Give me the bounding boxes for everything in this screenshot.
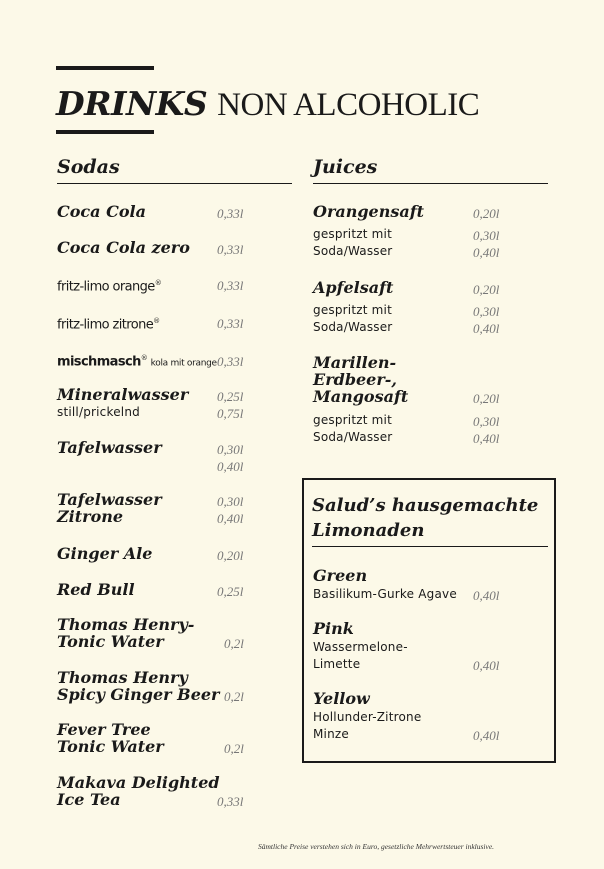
juice-name: Marillen- bbox=[313, 353, 397, 372]
juice-sub: Soda/Wasser bbox=[313, 244, 393, 258]
juices-heading: Juices bbox=[313, 156, 378, 178]
soda-price: 0,30l bbox=[217, 442, 244, 457]
soda-brand: fritz-limo zitrone® bbox=[57, 317, 160, 333]
soda-price: 0,25l bbox=[217, 584, 244, 599]
footer-note: Sämtliche Preise verstehen sich in Euro, gesetzliche Mehrwertsteuer inklusive. bbox=[258, 842, 495, 851]
juice-sub: Soda/Wasser bbox=[313, 430, 393, 444]
soda-name: Zitrone bbox=[57, 507, 124, 526]
limo-desc: Minze bbox=[313, 727, 349, 741]
soda-price: 0,2l bbox=[224, 689, 244, 704]
soda-name: Thomas Henry bbox=[57, 668, 188, 687]
juice-name: Apfelsaft bbox=[313, 278, 394, 297]
juice-sub: Soda/Wasser bbox=[313, 320, 393, 334]
soda-name: Fever Tree bbox=[57, 720, 151, 739]
limonaden-title: Limonaden bbox=[312, 520, 425, 541]
soda-name: Mineralwasser bbox=[57, 385, 189, 404]
limonaden-rule bbox=[312, 546, 548, 547]
soda-price: 0,33l bbox=[217, 242, 244, 257]
title-light: NON ALCOHOLIC bbox=[217, 87, 480, 123]
bottom-bar bbox=[56, 130, 154, 134]
soda-name: Tafelwasser bbox=[57, 438, 162, 457]
soda-name: Ginger Ale bbox=[57, 544, 153, 563]
juice-price: 0,20l bbox=[473, 206, 500, 221]
juice-sub: gespritzt mit bbox=[313, 303, 392, 317]
soda-name: Tonic Water bbox=[57, 632, 164, 651]
juice-sub: gespritzt mit bbox=[313, 413, 392, 427]
juice-price: 0,40l bbox=[473, 321, 500, 336]
soda-name: Tonic Water bbox=[57, 737, 164, 756]
soda-price: 0,75l bbox=[217, 406, 244, 421]
limo-desc: Wassermelone- bbox=[313, 640, 408, 654]
soda-name: Red Bull bbox=[57, 580, 135, 599]
title-bold: DRINKS bbox=[56, 84, 208, 123]
juice-price: 0,30l bbox=[473, 304, 500, 319]
juice-sub: gespritzt mit bbox=[313, 227, 392, 241]
soda-price: 0,33l bbox=[217, 278, 244, 293]
limo-name: Yellow bbox=[313, 689, 370, 708]
soda-sub: still/prickelnd bbox=[57, 405, 140, 419]
limo-name: Green bbox=[313, 566, 368, 585]
limonaden-title: Salud’s hausgemachte bbox=[312, 495, 539, 516]
page-title bbox=[56, 84, 479, 125]
soda-price: 0,30l bbox=[217, 494, 244, 509]
limo-desc: Basilikum-Gurke Agave bbox=[313, 587, 457, 601]
soda-price: 0,40l bbox=[217, 511, 244, 526]
soda-name: Makava Delighted bbox=[57, 773, 220, 792]
limo-name: Pink bbox=[313, 619, 354, 638]
juice-price: 0,40l bbox=[473, 431, 500, 446]
soda-price: 0,33l bbox=[217, 794, 244, 809]
juice-price: 0,40l bbox=[473, 245, 500, 260]
soda-brand: mischmasch® kola mit orange bbox=[57, 354, 217, 370]
soda-name: Ice Tea bbox=[57, 790, 121, 809]
soda-name: Thomas Henry- bbox=[57, 615, 195, 634]
soda-price: 0,2l bbox=[224, 636, 244, 651]
limo-desc: Hollunder-Zitrone bbox=[313, 710, 422, 724]
juice-name: Mangosaft bbox=[313, 387, 409, 406]
top-bar bbox=[56, 66, 154, 70]
juice-name: Erdbeer-, bbox=[313, 370, 397, 389]
soda-name: Coca Cola bbox=[57, 202, 146, 221]
soda-price: 0,2l bbox=[224, 741, 244, 756]
juice-price: 0,20l bbox=[473, 282, 500, 297]
soda-price: 0,33l bbox=[217, 206, 244, 221]
sodas-rule bbox=[57, 183, 292, 184]
soda-name: Coca Cola zero bbox=[57, 238, 190, 257]
soda-name: Tafelwasser bbox=[57, 490, 162, 509]
limo-price: 0,40l bbox=[473, 728, 500, 743]
soda-brand: fritz-limo orange® bbox=[57, 279, 162, 295]
juice-price: 0,20l bbox=[473, 391, 500, 406]
juices-rule bbox=[313, 183, 548, 184]
limo-price: 0,40l bbox=[473, 588, 500, 603]
soda-name: Spicy Ginger Beer bbox=[57, 685, 220, 704]
juice-name: Orangensaft bbox=[313, 202, 425, 221]
limo-price: 0,40l bbox=[473, 658, 500, 673]
soda-price: 0,33l bbox=[217, 316, 244, 331]
juice-price: 0,30l bbox=[473, 228, 500, 243]
juice-price: 0,30l bbox=[473, 414, 500, 429]
soda-price: 0,20l bbox=[217, 548, 244, 563]
soda-price: 0,33l bbox=[217, 354, 244, 369]
sodas-heading: Sodas bbox=[57, 156, 120, 178]
soda-price: 0,25l bbox=[217, 389, 244, 404]
limo-desc: Limette bbox=[313, 657, 361, 671]
soda-price: 0,40l bbox=[217, 459, 244, 474]
